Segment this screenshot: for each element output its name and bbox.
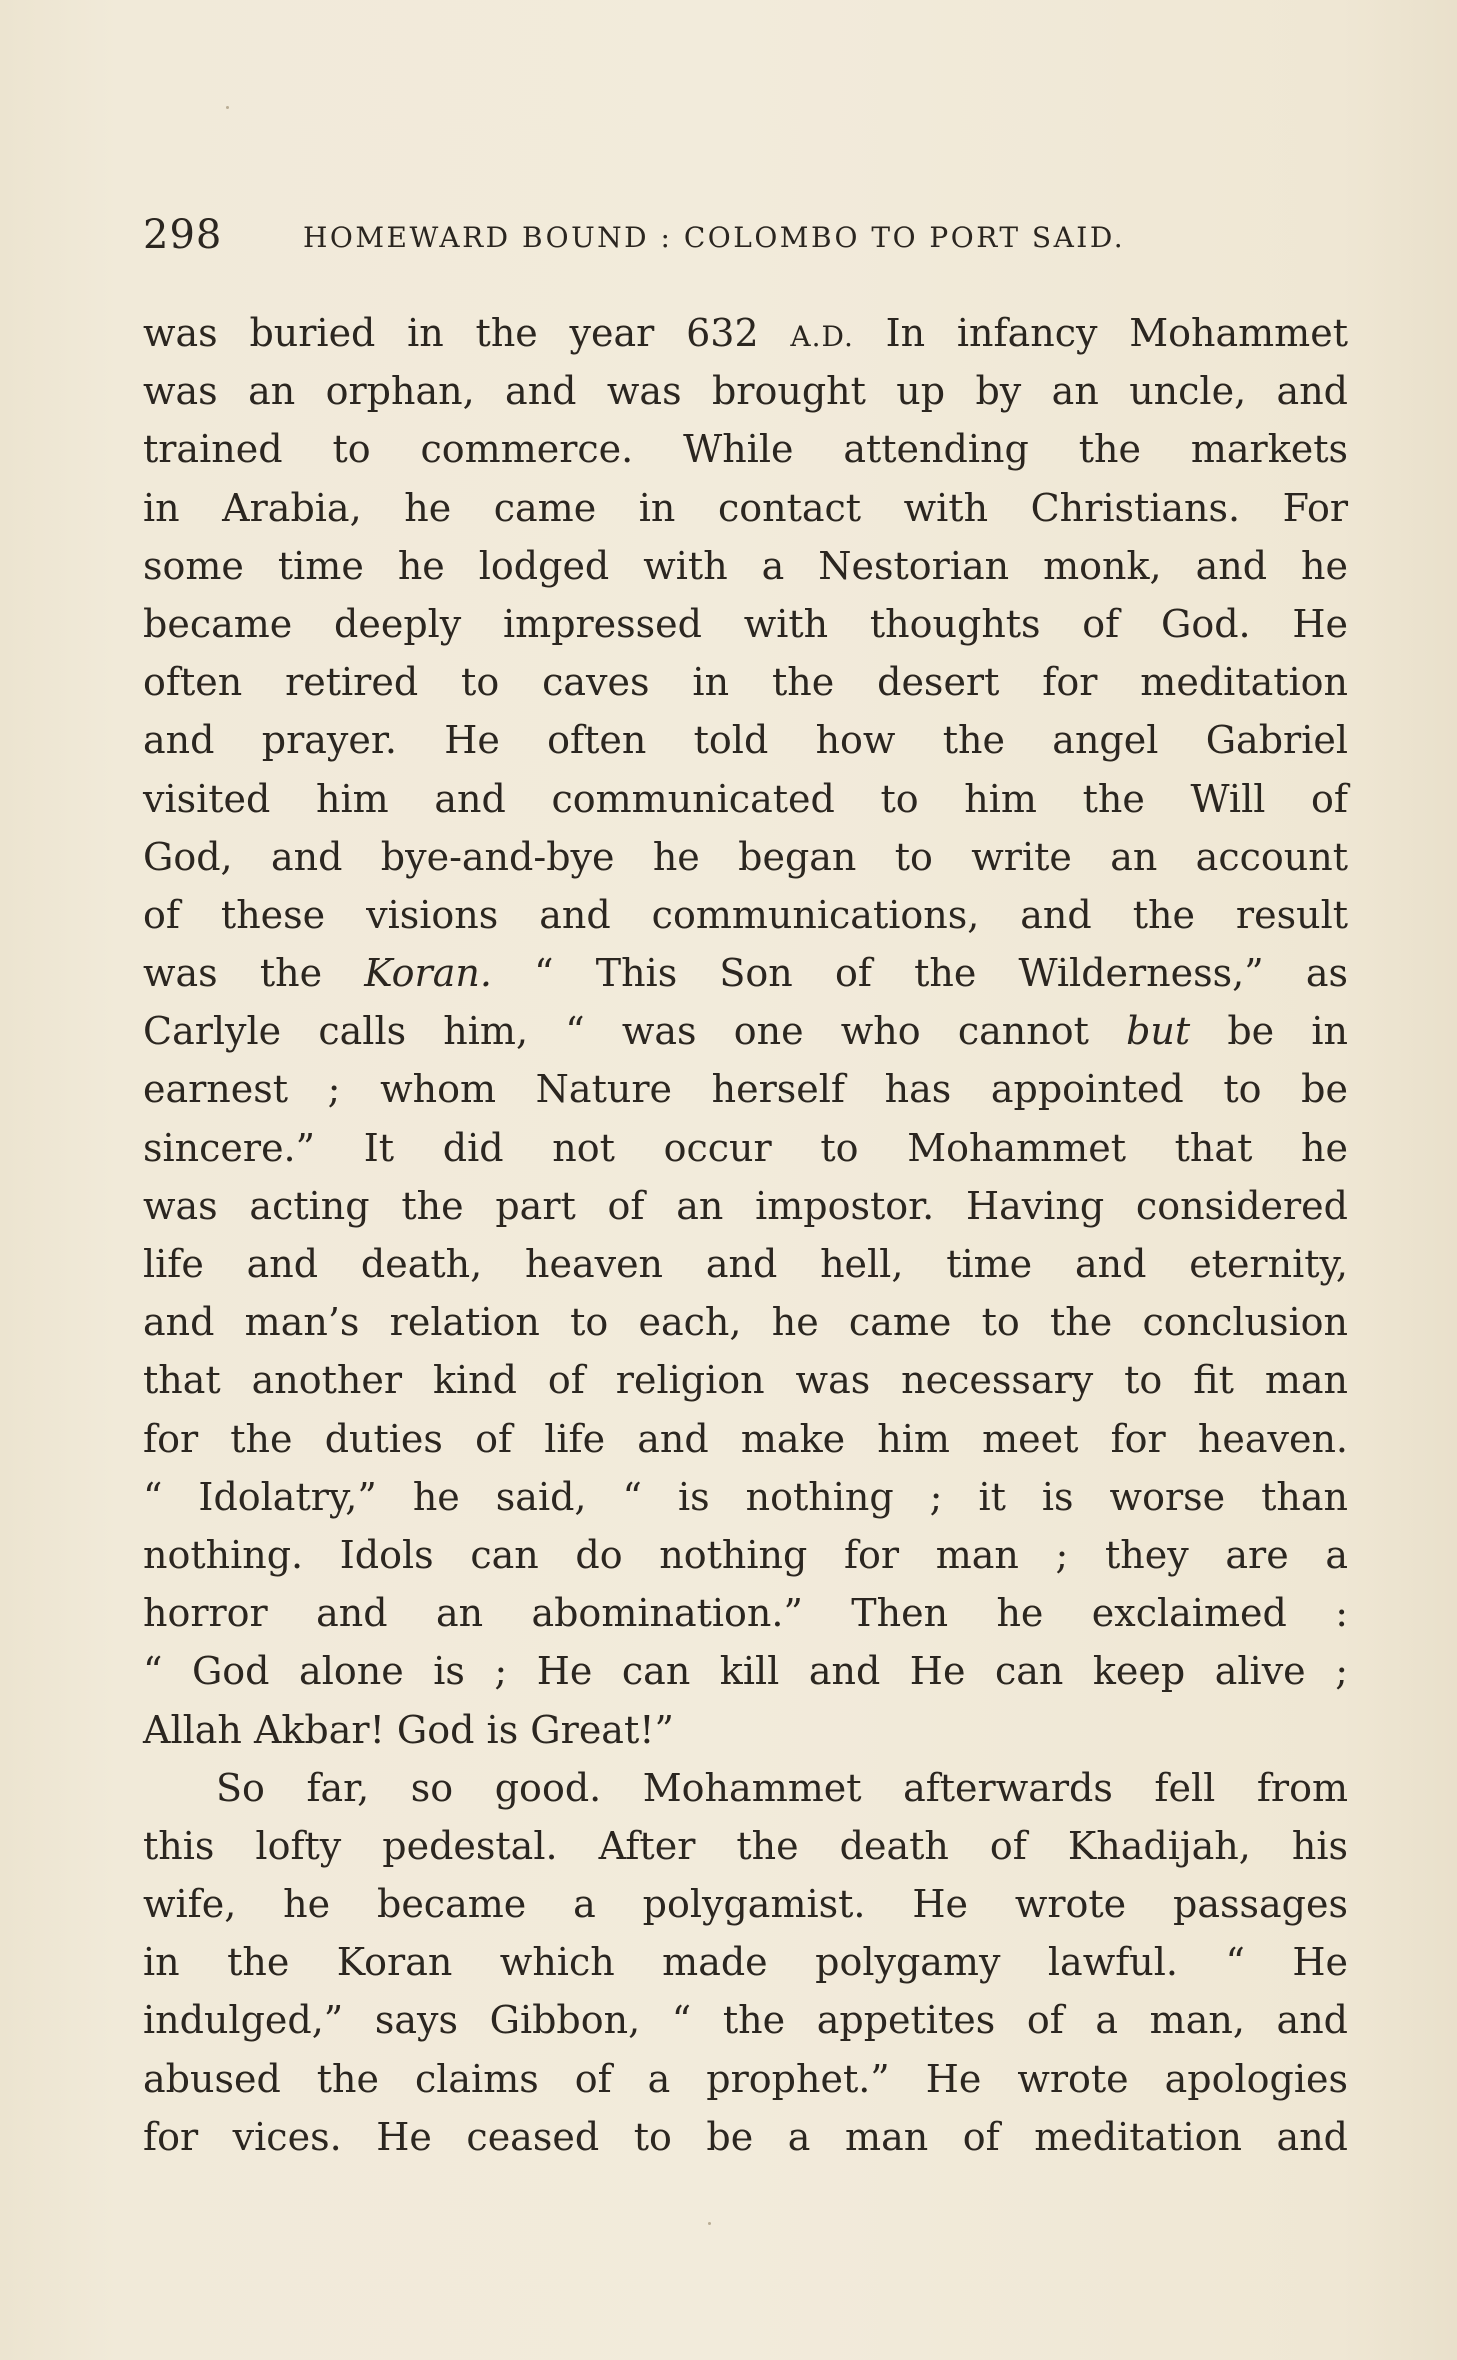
text-line: often retired to caves in the desert for meditation — [143, 660, 1348, 705]
text-line: “ God alone is ; He can kill and He can keep alive ; — [143, 1649, 1348, 1694]
text-line: trained to commerce. While attending the markets — [143, 427, 1348, 472]
page-header — [143, 205, 1353, 265]
text-line: horror and an abomination.” Then he exclaimed : — [143, 1591, 1348, 1636]
text-line: So far, so good. Mohammet afterwards fell from — [216, 1765, 1348, 1810]
text-line: was buried in the year 632 A.D. In infancy Mohammet — [143, 311, 1348, 355]
text-line: for vices. He ceased to be a man of meditation and — [143, 2114, 1348, 2159]
text-line: earnest ; whom Nature herself has appointed to be — [143, 1067, 1348, 1112]
text-line: was the Koran. “ This Son of the Wilderness,” as — [143, 951, 1348, 996]
page-number: 298 — [143, 212, 223, 258]
text-line: this lofty pedestal. After the death of Khadijah, his — [143, 1823, 1348, 1868]
text-line: in the Koran which made polygamy lawful. “ He — [143, 1940, 1348, 1985]
italic-emphasis: but — [1126, 1009, 1191, 1054]
text-line: God, and bye-and-bye he began to write an account — [143, 834, 1348, 879]
body-text — [143, 304, 1348, 2166]
text-line: sincere.” It did not occur to Mohammet that he — [143, 1125, 1348, 1170]
text-line: Allah Akbar! God is Great!” — [143, 1707, 674, 1752]
text-line: nothing. Idols can do nothing for man ; they are a — [143, 1532, 1348, 1577]
text-line: that another kind of religion was necessary to fit man — [143, 1358, 1348, 1403]
paper-speck — [708, 2222, 711, 2225]
italic-title: Koran. — [364, 951, 492, 996]
text-line: abused the claims of a prophet.” He wrote apologies — [143, 2056, 1348, 2101]
text-line: life and death, heaven and hell, time and eternity, — [143, 1242, 1348, 1286]
text-line: for the duties of life and make him meet for heaven. — [143, 1416, 1348, 1461]
text-line: was acting the part of an impostor. Having considered — [143, 1183, 1348, 1228]
text-line: and man’s relation to each, he came to the conclusion — [143, 1300, 1348, 1345]
text-line: and prayer. He often told how the angel Gabriel — [143, 718, 1348, 763]
text-line: indulged,” says Gibbon, “ the appetites of a man, and — [143, 1998, 1348, 2043]
running-head: HOMEWARD BOUND : COLOMBO TO PORT SAID. — [303, 221, 1126, 254]
text-line: visited him and communicated to him the Will of — [143, 776, 1348, 821]
text-line: wife, he became a polygamist. He wrote passages — [143, 1882, 1348, 1927]
text-line: “ Idolatry,” he said, “ is nothing ; it is worse than — [143, 1474, 1348, 1519]
text-line: of these visions and communications, and the result — [143, 892, 1348, 937]
paper-speck — [226, 106, 229, 109]
text-line: was an orphan, and was brought up by an uncle, and — [143, 369, 1348, 414]
text-line: some time he lodged with a Nestorian monk, and he — [143, 543, 1348, 588]
text-line: Carlyle calls him, “ was one who cannot but be in — [143, 1009, 1348, 1054]
text-line: in Arabia, he came in contact with Christians. For — [143, 485, 1348, 530]
text-line: became deeply impressed with thoughts of God. He — [143, 601, 1348, 646]
small-caps-era: A.D. — [790, 320, 854, 353]
